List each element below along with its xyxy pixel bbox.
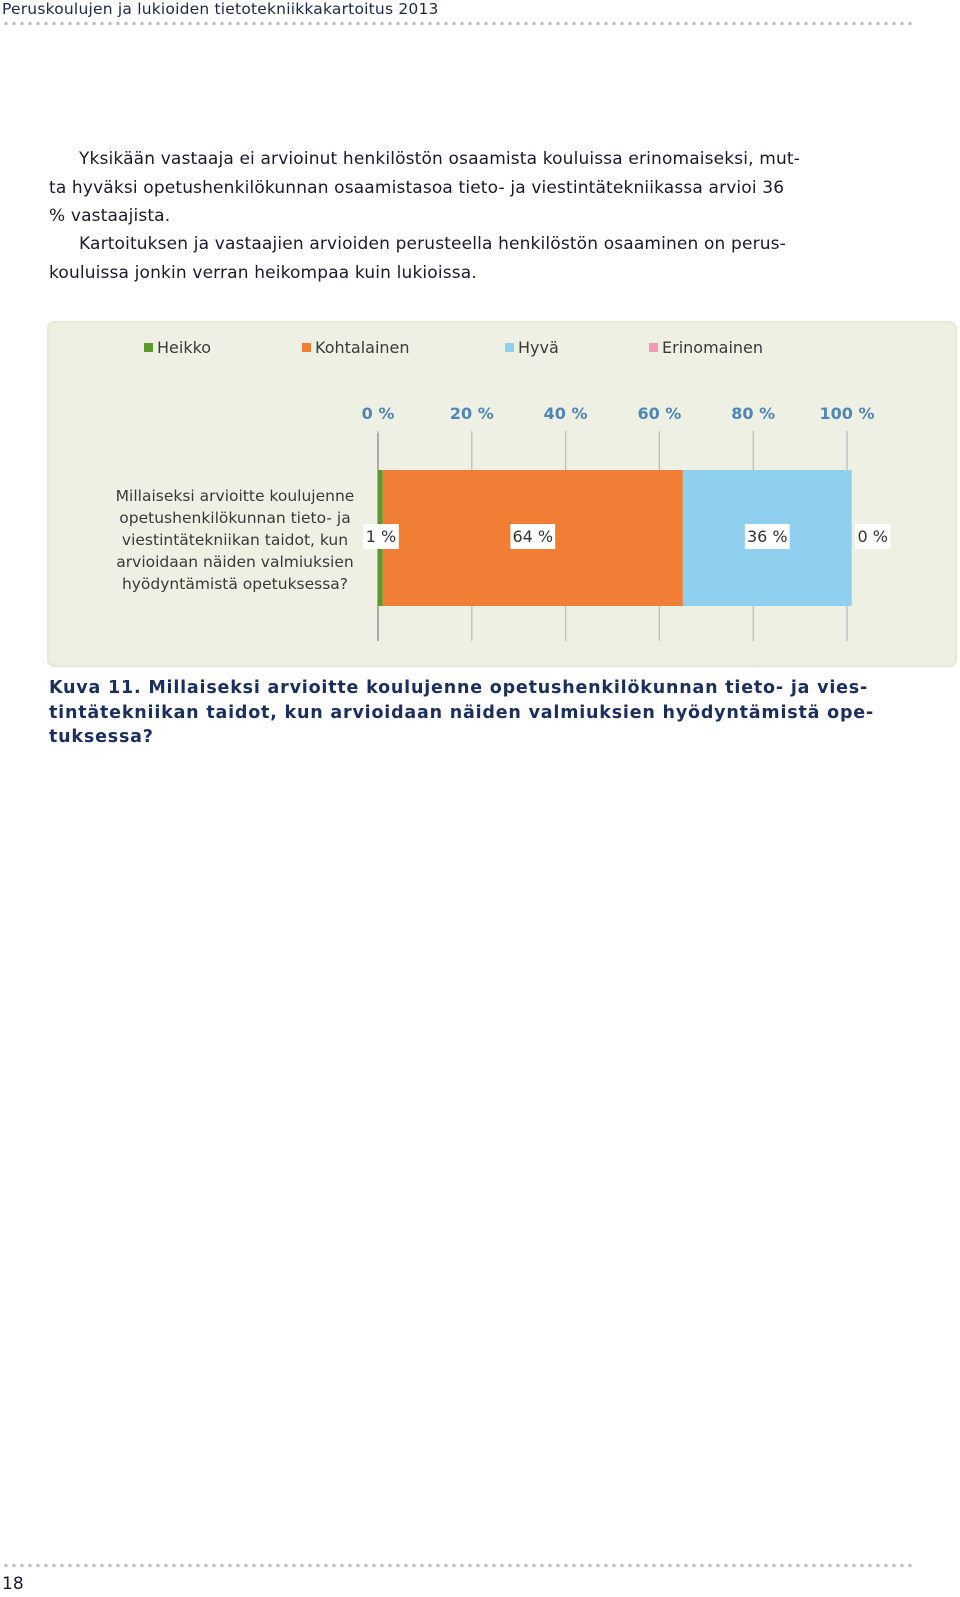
legend-label-1: Kohtalainen: [315, 338, 410, 357]
legend-swatch-1: [302, 343, 311, 352]
legend-swatch-2: [505, 343, 514, 352]
legend-swatch-0: [144, 343, 153, 352]
header-dotted-rule: [2, 21, 914, 26]
paragraph-1-line-1: Yksikään vastaaja ei arvioinut henkilöstön osaamista kouluissa erinomaiseksi, mut-: [79, 149, 800, 169]
data-label-0: 1 %: [365, 527, 397, 546]
data-label-2: 36 %: [746, 527, 788, 546]
category-label-line-3: arvioidaan näiden valmiuksien: [116, 553, 354, 571]
caption-line-3: tuksessa?: [49, 727, 154, 747]
chart-panel: [47, 321, 957, 667]
x-tick-label-2: 40 %: [543, 404, 588, 423]
x-tick-label-5: 100 %: [819, 404, 875, 423]
stacked-bar-chart: [47, 321, 957, 667]
category-label-line-0: Millaiseksi arvioitte koulujenne: [115, 487, 355, 505]
paragraph-2-line-2: kouluissa jonkin verran heikompaa kuin lukioissa.: [49, 262, 477, 283]
paragraph-2-line-1: Kartoituksen ja vastaajien arvioiden perusteella henkilöstön osaaminen on perus-: [79, 234, 786, 254]
x-tick-label-1: 20 %: [449, 404, 494, 423]
footer-dotted-rule: [2, 1563, 914, 1568]
paragraph-1: [49, 145, 879, 231]
category-label-line-4: hyödyntämistä opetuksessa?: [121, 575, 349, 593]
paragraph-2: [49, 230, 879, 287]
figure-caption: [49, 676, 889, 750]
legend-swatch-3: [649, 343, 658, 352]
legend-label-3: Erinomainen: [662, 338, 764, 357]
category-label-line-2: viestintätekniikan taidot, kun: [121, 531, 349, 549]
x-tick-label-0: 0 %: [361, 404, 395, 423]
caption-line-1: Kuva 11. Millaiseksi arvioitte koulujenne opetushenkilökunnan tieto- ja vies-: [49, 678, 869, 698]
x-tick-label-3: 60 %: [637, 404, 682, 423]
data-label-1: 64 %: [512, 527, 554, 546]
x-tick-label-4: 80 %: [731, 404, 776, 423]
page-number: 18: [2, 1574, 24, 1594]
data-label-3: 0 %: [857, 527, 888, 546]
caption-line-2: tintätekniikan taidot, kun arvioidaan näiden valmiuksien hyödyntämistä ope-: [49, 702, 875, 723]
running-header: Peruskoulujen ja lukioiden tietotekniikkakartoitus 2013: [2, 0, 439, 18]
category-label-line-1: opetushenkilökunnan tieto- ja: [119, 509, 351, 527]
legend-label-0: Heikko: [157, 338, 212, 357]
paragraph-1-line-3: % vastaajista.: [49, 206, 171, 226]
legend-label-2: Hyvä: [518, 338, 559, 357]
paragraph-1-line-2: ta hyväksi opetushenkilökunnan osaamistasoa tieto- ja viestintätekniikassa arvioi 36: [49, 177, 785, 198]
